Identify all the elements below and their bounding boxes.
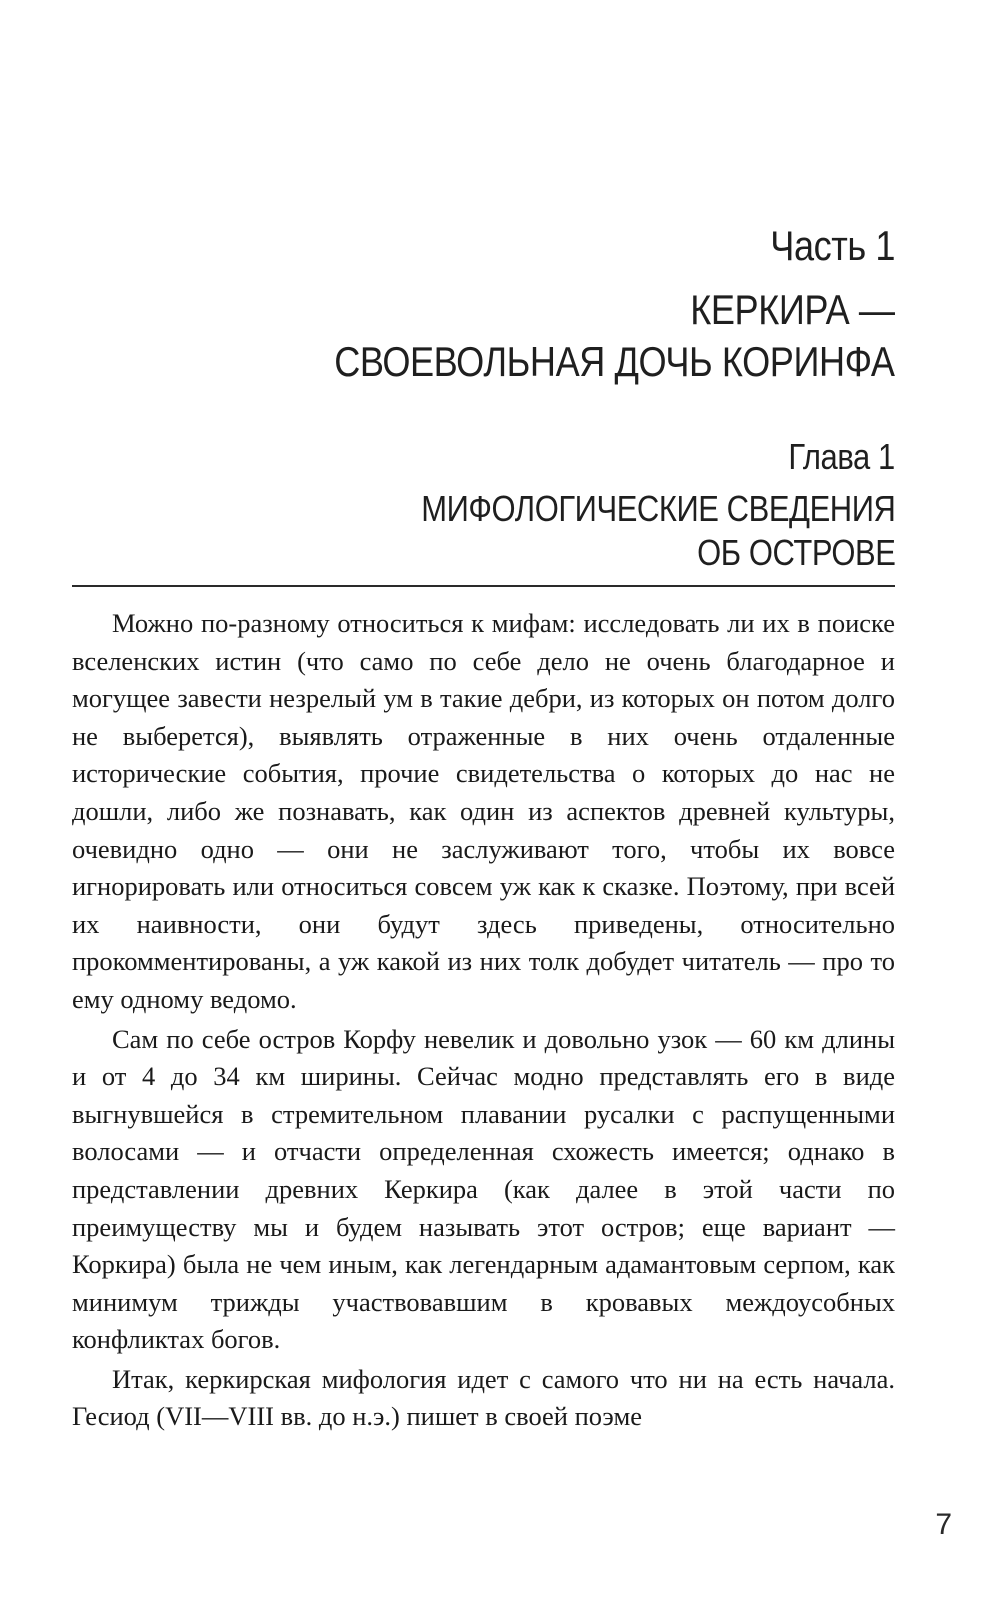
part-title-line: КЕРКИРА — — [690, 286, 895, 333]
chapter-title-line: МИФОЛОГИЧЕСКИЕ СВЕДЕНИЯ — [420, 488, 895, 529]
paragraph: Итак, керкирская мифология идет с самого что ни на есть начала. Гесиод (VII—VIII вв. до н.э.) пишет в своей поэме — [72, 1363, 895, 1432]
chapter-title — [421, 487, 895, 575]
paragraph: Сам по себе остров Корфу невелик и довольно узок — 60 км длины и от 4 до 34 км ширины. Сейчас модно представлять его в виде выгнувшейся в стремительном плавании русалки с распущенными волосами — и отчасти определенная схожесть имеется; однако в представлении древних Керкира (как далее в этой части по преимуществу мы и будем называть этот остров; еще вариант — Коркира) была не чем иным, как легендарным адамантовым серпом, как минимум трижды участвовавшим в кровавых междоусобных конфликтах богов. — [72, 1023, 895, 1355]
part-title — [335, 284, 895, 388]
body-text — [72, 605, 895, 1436]
chapter-divider — [72, 585, 895, 587]
page-number: 7 — [935, 1508, 952, 1541]
chapter-title-line: ОБ ОСТРОВЕ — [696, 532, 895, 573]
paragraph: Можно по-разному относиться к мифам: исследовать ли их в поиске вселенских истин (что само по себе дело не очень благодарное и могущее завести незрелый ум в такие дебри, из которых он потом долго не выберется), выявлять отраженные в них очень отдаленные исторические события, прочие свидетельства о которых до нас не дошли, либо же познавать, как один из аспектов древней культуры, очевидно одно — они не заслуживают того, чтобы их вовсе игнорировать или относиться совсем уж как к сказке. Поэтому, при всей их наивности, они будут здесь приведены, относительно прокомментированы, а уж какой из них толк добудет читатель — про то ему одному ведомо. — [72, 608, 895, 1014]
part-title-line: СВОЕВОЛЬНАЯ ДОЧЬ КОРИНФА — [334, 338, 895, 385]
chapter-label: Глава 1 — [788, 436, 895, 477]
part-label: Часть 1 — [770, 222, 895, 269]
